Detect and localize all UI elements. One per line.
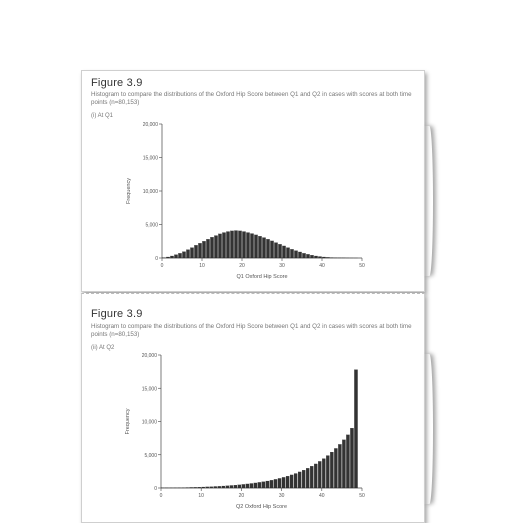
- histogram-bar: [302, 470, 305, 488]
- histogram-q1: [82, 121, 426, 293]
- histogram-bar: [222, 486, 225, 488]
- document-page-2: [81, 293, 425, 523]
- x-tick-label: 30: [279, 263, 285, 269]
- histogram-bar: [282, 477, 285, 488]
- panel-label: (ii) At Q2: [91, 345, 114, 351]
- histogram-bar: [178, 253, 181, 258]
- histogram-bar: [254, 483, 257, 488]
- x-tick-label: 40: [319, 263, 325, 269]
- histogram-bar: [274, 243, 277, 258]
- histogram-bar: [274, 479, 277, 488]
- histogram-bar: [334, 448, 337, 488]
- y-tick-label: 5,000: [144, 453, 157, 459]
- histogram-bar: [322, 257, 325, 258]
- histogram-bar: [222, 233, 225, 258]
- histogram-bar: [350, 428, 353, 488]
- histogram-bar: [270, 480, 273, 488]
- histogram-bar: [258, 236, 261, 258]
- x-tick-label: 30: [279, 493, 285, 499]
- y-tick-label: 10,000: [143, 189, 159, 195]
- y-tick-label: 20,000: [143, 122, 159, 128]
- histogram-bar: [202, 487, 205, 488]
- histogram-bar: [218, 234, 221, 258]
- histogram-bar: [354, 370, 357, 488]
- histogram-bar: [266, 481, 269, 488]
- histogram-bar: [278, 478, 281, 488]
- histogram-bar: [318, 461, 321, 488]
- histogram-bar: [198, 243, 201, 258]
- histogram-bar: [198, 487, 201, 488]
- histogram-bar: [226, 486, 229, 488]
- x-tick-label: 0: [161, 263, 164, 269]
- histogram-bar: [290, 249, 293, 258]
- figure-caption: Histogram to compare the distributions of the Oxford Hip Score between Q1 and Q2 in cases with scores at both time points (n=80,153): [91, 91, 417, 107]
- histogram-bar: [230, 485, 233, 488]
- histogram-bar: [262, 238, 265, 258]
- histogram-bar: [170, 256, 173, 258]
- histogram-bar: [306, 468, 309, 488]
- y-axis-label: Frequency: [125, 408, 131, 434]
- histogram-bar: [210, 237, 213, 258]
- histogram-bar: [310, 255, 313, 258]
- histogram-bar: [206, 239, 209, 258]
- histogram-bar: [342, 440, 345, 488]
- histogram-bar: [326, 257, 329, 258]
- histogram-bar: [238, 231, 241, 258]
- histogram-bar: [298, 252, 301, 258]
- histogram-bar: [202, 241, 205, 258]
- histogram-bar: [230, 231, 233, 258]
- y-tick-label: 0: [154, 486, 157, 492]
- histogram-bar: [270, 241, 273, 258]
- histogram-bar: [314, 256, 317, 258]
- figure-title: Figure 3.9: [91, 77, 143, 89]
- histogram-bar: [186, 250, 189, 258]
- histogram-bar: [294, 474, 297, 488]
- histogram-bar: [346, 435, 349, 488]
- histogram-bar: [302, 253, 305, 258]
- x-tick-label: 10: [199, 263, 205, 269]
- x-tick-label: 50: [359, 493, 365, 499]
- x-tick-label: 50: [359, 263, 365, 269]
- x-axis-label: Q1 Oxford Hip Score: [236, 274, 287, 280]
- histogram-bar: [214, 486, 217, 488]
- histogram-bar: [258, 482, 261, 488]
- histogram-bar: [214, 236, 217, 258]
- histogram-bar: [246, 233, 249, 258]
- y-axis-label: Frequency: [126, 178, 132, 204]
- panel-label: (i) At Q1: [91, 113, 113, 119]
- x-tick-label: 10: [198, 493, 204, 499]
- histogram-bar: [190, 487, 193, 488]
- histogram-bar: [254, 235, 257, 258]
- histogram-bar: [294, 251, 297, 258]
- histogram-bar: [322, 459, 325, 488]
- x-tick-label: 40: [319, 493, 325, 499]
- figure-title: Figure 3.9: [91, 308, 143, 320]
- y-tick-label: 20,000: [142, 353, 158, 359]
- histogram-bar: [250, 483, 253, 488]
- x-axis-label: Q2 Oxford Hip Score: [236, 504, 287, 510]
- y-tick-label: 15,000: [142, 386, 158, 392]
- y-tick-label: 0: [155, 256, 158, 262]
- x-tick-label: 20: [239, 263, 245, 269]
- histogram-bar: [210, 487, 213, 488]
- histogram-bar: [266, 239, 269, 258]
- histogram-bar: [174, 255, 177, 258]
- histogram-bar: [242, 484, 245, 488]
- histogram-bar: [326, 456, 329, 488]
- histogram-bar: [234, 231, 237, 258]
- histogram-bar: [286, 476, 289, 488]
- histogram-bar: [262, 482, 265, 488]
- histogram-bar: [250, 234, 253, 258]
- histogram-bar: [238, 485, 241, 488]
- histogram-bar: [226, 232, 229, 258]
- histogram-bar: [298, 472, 301, 488]
- document-page-1: [81, 70, 425, 292]
- histogram-bar: [278, 244, 281, 258]
- histogram-bar: [166, 257, 169, 258]
- histogram-q2: [82, 352, 426, 522]
- histogram-bar: [218, 486, 221, 488]
- histogram-bar: [282, 246, 285, 258]
- y-tick-label: 15,000: [143, 156, 159, 162]
- histogram-bar: [242, 232, 245, 258]
- histogram-bar: [194, 487, 197, 488]
- x-tick-label: 20: [239, 493, 245, 499]
- histogram-bar: [310, 466, 313, 488]
- histogram-bar: [318, 257, 321, 258]
- histogram-bar: [338, 444, 341, 488]
- figure-caption: Histogram to compare the distributions of the Oxford Hip Score between Q1 and Q2 in cases with scores at both time points (n=80,153): [91, 323, 417, 339]
- y-tick-label: 5,000: [145, 223, 158, 229]
- histogram-bar: [246, 484, 249, 488]
- histogram-bar: [190, 248, 193, 258]
- histogram-bar: [234, 485, 237, 488]
- y-tick-label: 10,000: [142, 420, 158, 426]
- histogram-bar: [286, 248, 289, 258]
- histogram-bar: [194, 245, 197, 258]
- x-tick-label: 0: [160, 493, 163, 499]
- histogram-bar: [314, 464, 317, 488]
- histogram-bar: [206, 487, 209, 488]
- histogram-bar: [182, 252, 185, 258]
- histogram-bar: [330, 452, 333, 488]
- histogram-bar: [306, 254, 309, 258]
- histogram-bar: [290, 475, 293, 488]
